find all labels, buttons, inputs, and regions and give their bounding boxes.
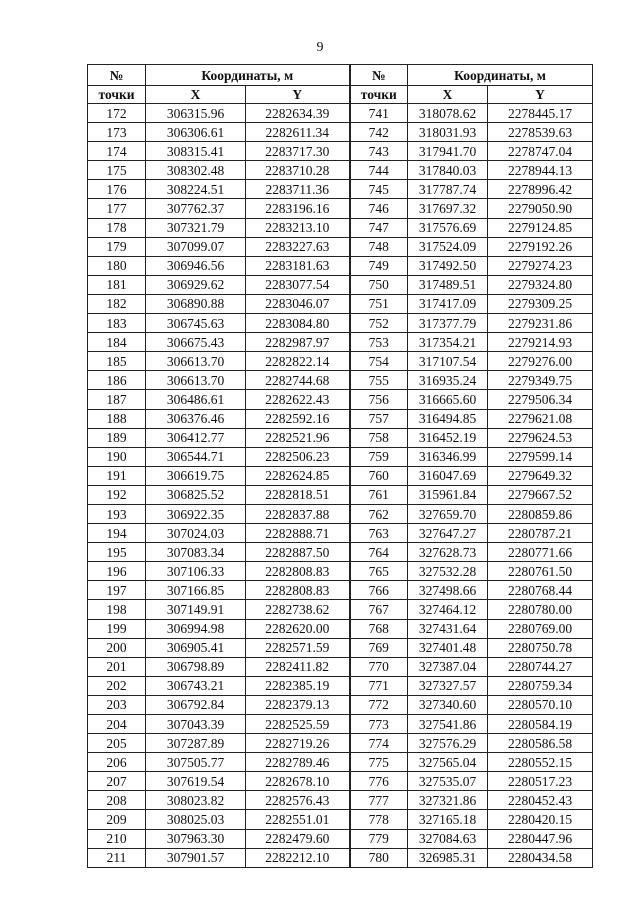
x-coordinate-cell: 306613.70: [146, 371, 246, 390]
table-row: [88, 562, 593, 581]
y-coordinate-cell: 2279309.25: [488, 294, 593, 313]
x-coordinate-cell: 317354.21: [408, 333, 488, 352]
point-number-cell: 763: [350, 524, 408, 543]
y-coordinate-cell: 2280517.23: [488, 772, 593, 791]
table-row: [88, 485, 593, 504]
y-coordinate-cell: 2283717.30: [246, 142, 350, 161]
y-coordinate-cell: 2280552.15: [488, 753, 593, 772]
y-coordinate-cell: 2279624.53: [488, 428, 593, 447]
x-coordinate-cell: 316494.85: [408, 409, 488, 428]
y-coordinate-cell: 2278944.13: [488, 161, 593, 180]
y-coordinate-cell: 2282837.88: [246, 504, 350, 523]
x-coordinate-cell: 306905.41: [146, 638, 246, 657]
table-row: [88, 447, 593, 466]
y-coordinate-cell: 2283213.10: [246, 218, 350, 237]
y-coordinate-cell: 2280769.00: [488, 619, 593, 638]
x-coordinate-cell: 306544.71: [146, 447, 246, 466]
table-row: [88, 734, 593, 753]
point-number-cell: 206: [88, 753, 146, 772]
y-coordinate-cell: 2282808.83: [246, 562, 350, 581]
y-coordinate-cell: 2280780.00: [488, 600, 593, 619]
y-coordinate-cell: 2282576.43: [246, 791, 350, 810]
x-coordinate-cell: 317697.32: [408, 199, 488, 218]
point-number-cell: 762: [350, 504, 408, 523]
col-y-label: Y: [488, 86, 593, 104]
point-number-cell: 764: [350, 543, 408, 562]
y-coordinate-cell: 2279231.86: [488, 314, 593, 333]
x-coordinate-cell: 307321.79: [146, 218, 246, 237]
x-coordinate-cell: 306994.98: [146, 619, 246, 638]
point-number-cell: 192: [88, 485, 146, 504]
table-row: [88, 466, 593, 485]
point-number-cell: 744: [350, 161, 408, 180]
table-row: [88, 504, 593, 523]
point-number-cell: 770: [350, 657, 408, 676]
x-coordinate-cell: 307619.54: [146, 772, 246, 791]
y-coordinate-cell: 2283196.16: [246, 199, 350, 218]
x-coordinate-cell: 306922.35: [146, 504, 246, 523]
table-row: [88, 333, 593, 352]
x-coordinate-cell: 307505.77: [146, 753, 246, 772]
x-coordinate-cell: 308302.48: [146, 161, 246, 180]
table-row: [88, 753, 593, 772]
x-coordinate-cell: 326985.31: [408, 848, 488, 867]
point-number-cell: 754: [350, 352, 408, 371]
col-point-label: точки: [350, 86, 408, 104]
point-number-cell: 200: [88, 638, 146, 657]
x-coordinate-cell: 317417.09: [408, 294, 488, 313]
y-coordinate-cell: 2279050.90: [488, 199, 593, 218]
x-coordinate-cell: 317492.50: [408, 256, 488, 275]
point-number-cell: 183: [88, 314, 146, 333]
x-coordinate-cell: 327541.86: [408, 715, 488, 734]
x-coordinate-cell: 306675.43: [146, 333, 246, 352]
x-coordinate-cell: 318078.62: [408, 104, 488, 123]
y-coordinate-cell: 2282738.62: [246, 600, 350, 619]
x-coordinate-cell: 316346.99: [408, 447, 488, 466]
y-coordinate-cell: 2280750.78: [488, 638, 593, 657]
point-number-cell: 181: [88, 275, 146, 294]
y-coordinate-cell: 2282789.46: [246, 753, 350, 772]
point-number-cell: 199: [88, 619, 146, 638]
x-coordinate-cell: 327431.64: [408, 619, 488, 638]
y-coordinate-cell: 2282620.00: [246, 619, 350, 638]
x-coordinate-cell: 327659.70: [408, 504, 488, 523]
point-number-cell: 175: [88, 161, 146, 180]
point-number-cell: 777: [350, 791, 408, 810]
point-number-cell: 185: [88, 352, 146, 371]
table-row: [88, 218, 593, 237]
x-coordinate-cell: 307762.37: [146, 199, 246, 218]
point-number-cell: 209: [88, 810, 146, 829]
table-row: [88, 428, 593, 447]
col-num-label: №: [88, 65, 146, 86]
y-coordinate-cell: 2282634.39: [246, 104, 350, 123]
table-row: [88, 123, 593, 142]
point-number-cell: 768: [350, 619, 408, 638]
x-coordinate-cell: 306792.84: [146, 695, 246, 714]
point-number-cell: 188: [88, 409, 146, 428]
point-number-cell: 184: [88, 333, 146, 352]
y-coordinate-cell: 2283084.80: [246, 314, 350, 333]
point-number-cell: 207: [88, 772, 146, 791]
x-coordinate-cell: 306745.63: [146, 314, 246, 333]
y-coordinate-cell: 2282622.43: [246, 390, 350, 409]
y-coordinate-cell: 2282888.71: [246, 524, 350, 543]
x-coordinate-cell: 327321.86: [408, 791, 488, 810]
y-coordinate-cell: 2279276.00: [488, 352, 593, 371]
x-coordinate-cell: 317107.54: [408, 352, 488, 371]
point-number-cell: 194: [88, 524, 146, 543]
x-coordinate-cell: 306825.52: [146, 485, 246, 504]
y-coordinate-cell: 2282411.82: [246, 657, 350, 676]
y-coordinate-cell: 2279506.34: [488, 390, 593, 409]
point-number-cell: 750: [350, 275, 408, 294]
y-coordinate-cell: 2278996.42: [488, 180, 593, 199]
col-coords-label: Координаты, м: [408, 65, 593, 86]
table-row: [88, 237, 593, 256]
col-point-label: точки: [88, 86, 146, 104]
x-coordinate-cell: 306743.21: [146, 676, 246, 695]
point-number-cell: 761: [350, 485, 408, 504]
x-coordinate-cell: 317524.09: [408, 237, 488, 256]
x-coordinate-cell: 306315.96: [146, 104, 246, 123]
table-row: [88, 543, 593, 562]
col-y-label: Y: [246, 86, 350, 104]
x-coordinate-cell: 307901.57: [146, 848, 246, 867]
y-coordinate-cell: 2282987.97: [246, 333, 350, 352]
point-number-cell: 752: [350, 314, 408, 333]
col-coords-label: Координаты, м: [146, 65, 350, 86]
x-coordinate-cell: 317576.69: [408, 218, 488, 237]
point-number-cell: 780: [350, 848, 408, 867]
point-number-cell: 773: [350, 715, 408, 734]
table-row: [88, 294, 593, 313]
table-row: [88, 409, 593, 428]
point-number-cell: 198: [88, 600, 146, 619]
x-coordinate-cell: 316665.60: [408, 390, 488, 409]
y-coordinate-cell: 2283711.36: [246, 180, 350, 199]
y-coordinate-cell: 2280859.86: [488, 504, 593, 523]
table-row: [88, 848, 593, 867]
y-coordinate-cell: 2282818.51: [246, 485, 350, 504]
y-coordinate-cell: 2278747.04: [488, 142, 593, 161]
point-number-cell: 178: [88, 218, 146, 237]
x-coordinate-cell: 317941.70: [408, 142, 488, 161]
table-header-row: [88, 65, 593, 86]
y-coordinate-cell: 2282719.26: [246, 734, 350, 753]
point-number-cell: 749: [350, 256, 408, 275]
x-coordinate-cell: 306486.61: [146, 390, 246, 409]
point-number-cell: 748: [350, 237, 408, 256]
y-coordinate-cell: 2280434.58: [488, 848, 593, 867]
table-row: [88, 619, 593, 638]
y-coordinate-cell: 2279667.52: [488, 485, 593, 504]
y-coordinate-cell: 2282678.10: [246, 772, 350, 791]
y-coordinate-cell: 2279192.26: [488, 237, 593, 256]
y-coordinate-cell: 2279214.93: [488, 333, 593, 352]
y-coordinate-cell: 2279599.14: [488, 447, 593, 466]
point-number-cell: 759: [350, 447, 408, 466]
table-row: [88, 142, 593, 161]
point-number-cell: 173: [88, 123, 146, 142]
x-coordinate-cell: 307963.30: [146, 829, 246, 848]
y-coordinate-cell: 2280452.43: [488, 791, 593, 810]
point-number-cell: 765: [350, 562, 408, 581]
table-row: [88, 600, 593, 619]
y-coordinate-cell: 2279124.85: [488, 218, 593, 237]
y-coordinate-cell: 2280787.21: [488, 524, 593, 543]
y-coordinate-cell: 2278539.63: [488, 123, 593, 142]
x-coordinate-cell: 316935.24: [408, 371, 488, 390]
point-number-cell: 204: [88, 715, 146, 734]
x-coordinate-cell: 306619.75: [146, 466, 246, 485]
y-coordinate-cell: 2282479.60: [246, 829, 350, 848]
point-number-cell: 779: [350, 829, 408, 848]
x-coordinate-cell: 327165.18: [408, 810, 488, 829]
point-number-cell: 756: [350, 390, 408, 409]
y-coordinate-cell: 2282212.10: [246, 848, 350, 867]
x-coordinate-cell: 306376.46: [146, 409, 246, 428]
y-coordinate-cell: 2283227.63: [246, 237, 350, 256]
table-row: [88, 791, 593, 810]
y-coordinate-cell: 2282525.59: [246, 715, 350, 734]
y-coordinate-cell: 2282822.14: [246, 352, 350, 371]
x-coordinate-cell: 306946.56: [146, 256, 246, 275]
x-coordinate-cell: 327084.63: [408, 829, 488, 848]
point-number-cell: 203: [88, 695, 146, 714]
point-number-cell: 771: [350, 676, 408, 695]
y-coordinate-cell: 2282551.01: [246, 810, 350, 829]
x-coordinate-cell: 307149.91: [146, 600, 246, 619]
x-coordinate-cell: 317787.74: [408, 180, 488, 199]
x-coordinate-cell: 327327.57: [408, 676, 488, 695]
x-coordinate-cell: 307024.03: [146, 524, 246, 543]
table-body: [88, 104, 593, 868]
point-number-cell: 743: [350, 142, 408, 161]
x-coordinate-cell: 327647.27: [408, 524, 488, 543]
point-number-cell: 742: [350, 123, 408, 142]
point-number-cell: 172: [88, 104, 146, 123]
y-coordinate-cell: 2282887.50: [246, 543, 350, 562]
coordinates-table: [87, 64, 593, 868]
point-number-cell: 211: [88, 848, 146, 867]
y-coordinate-cell: 2280744.27: [488, 657, 593, 676]
table-row: [88, 371, 593, 390]
point-number-cell: 760: [350, 466, 408, 485]
y-coordinate-cell: 2282611.34: [246, 123, 350, 142]
y-coordinate-cell: 2282592.16: [246, 409, 350, 428]
point-number-cell: 745: [350, 180, 408, 199]
table-row: [88, 829, 593, 848]
point-number-cell: 205: [88, 734, 146, 753]
table-row: [88, 180, 593, 199]
x-coordinate-cell: 307043.39: [146, 715, 246, 734]
y-coordinate-cell: 2279621.08: [488, 409, 593, 428]
x-coordinate-cell: 306613.70: [146, 352, 246, 371]
y-coordinate-cell: 2282571.59: [246, 638, 350, 657]
x-coordinate-cell: 327340.60: [408, 695, 488, 714]
y-coordinate-cell: 2279324.80: [488, 275, 593, 294]
point-number-cell: 766: [350, 581, 408, 600]
y-coordinate-cell: 2280584.19: [488, 715, 593, 734]
point-number-cell: 179: [88, 237, 146, 256]
y-coordinate-cell: 2283046.07: [246, 294, 350, 313]
table-row: [88, 695, 593, 714]
x-coordinate-cell: 327498.66: [408, 581, 488, 600]
x-coordinate-cell: 306890.88: [146, 294, 246, 313]
y-coordinate-cell: 2280761.50: [488, 562, 593, 581]
table-row: [88, 390, 593, 409]
point-number-cell: 180: [88, 256, 146, 275]
table-row: [88, 104, 593, 123]
point-number-cell: 747: [350, 218, 408, 237]
table-row: [88, 810, 593, 829]
col-num-label: №: [350, 65, 408, 86]
point-number-cell: 769: [350, 638, 408, 657]
y-coordinate-cell: 2279274.23: [488, 256, 593, 275]
point-number-cell: 774: [350, 734, 408, 753]
x-coordinate-cell: 306929.62: [146, 275, 246, 294]
point-number-cell: 191: [88, 466, 146, 485]
y-coordinate-cell: 2280420.15: [488, 810, 593, 829]
table-row: [88, 524, 593, 543]
table-row: [88, 772, 593, 791]
x-coordinate-cell: 306306.61: [146, 123, 246, 142]
y-coordinate-cell: 2280768.44: [488, 581, 593, 600]
x-coordinate-cell: 307083.34: [146, 543, 246, 562]
point-number-cell: 201: [88, 657, 146, 676]
point-number-cell: 176: [88, 180, 146, 199]
point-number-cell: 767: [350, 600, 408, 619]
x-coordinate-cell: 308023.82: [146, 791, 246, 810]
x-coordinate-cell: 327576.29: [408, 734, 488, 753]
y-coordinate-cell: 2278445.17: [488, 104, 593, 123]
x-coordinate-cell: 327387.04: [408, 657, 488, 676]
x-coordinate-cell: 317840.03: [408, 161, 488, 180]
point-number-cell: 746: [350, 199, 408, 218]
x-coordinate-cell: 327565.04: [408, 753, 488, 772]
table-row: [88, 256, 593, 275]
point-number-cell: 193: [88, 504, 146, 523]
y-coordinate-cell: 2283181.63: [246, 256, 350, 275]
table-row: [88, 715, 593, 734]
x-coordinate-cell: 327628.73: [408, 543, 488, 562]
y-coordinate-cell: 2282379.13: [246, 695, 350, 714]
y-coordinate-cell: 2279649.32: [488, 466, 593, 485]
y-coordinate-cell: 2279349.75: [488, 371, 593, 390]
y-coordinate-cell: 2280570.10: [488, 695, 593, 714]
point-number-cell: 753: [350, 333, 408, 352]
x-coordinate-cell: 308224.51: [146, 180, 246, 199]
x-coordinate-cell: 327401.48: [408, 638, 488, 657]
y-coordinate-cell: 2280586.58: [488, 734, 593, 753]
point-number-cell: 775: [350, 753, 408, 772]
x-coordinate-cell: 327535.07: [408, 772, 488, 791]
x-coordinate-cell: 307287.89: [146, 734, 246, 753]
point-number-cell: 758: [350, 428, 408, 447]
x-coordinate-cell: 307106.33: [146, 562, 246, 581]
point-number-cell: 177: [88, 199, 146, 218]
x-coordinate-cell: 306798.89: [146, 657, 246, 676]
x-coordinate-cell: 316452.19: [408, 428, 488, 447]
x-coordinate-cell: 317377.79: [408, 314, 488, 333]
y-coordinate-cell: 2282808.83: [246, 581, 350, 600]
x-coordinate-cell: 308025.03: [146, 810, 246, 829]
y-coordinate-cell: 2280447.96: [488, 829, 593, 848]
table-row: [88, 676, 593, 695]
point-number-cell: 208: [88, 791, 146, 810]
x-coordinate-cell: 315961.84: [408, 485, 488, 504]
point-number-cell: 755: [350, 371, 408, 390]
table-row: [88, 314, 593, 333]
y-coordinate-cell: 2283710.28: [246, 161, 350, 180]
y-coordinate-cell: 2280771.66: [488, 543, 593, 562]
point-number-cell: 182: [88, 294, 146, 313]
point-number-cell: 174: [88, 142, 146, 161]
point-number-cell: 751: [350, 294, 408, 313]
x-coordinate-cell: 317489.51: [408, 275, 488, 294]
x-coordinate-cell: 327464.12: [408, 600, 488, 619]
y-coordinate-cell: 2280759.34: [488, 676, 593, 695]
point-number-cell: 776: [350, 772, 408, 791]
x-coordinate-cell: 327532.28: [408, 562, 488, 581]
point-number-cell: 778: [350, 810, 408, 829]
x-coordinate-cell: 306412.77: [146, 428, 246, 447]
y-coordinate-cell: 2282624.85: [246, 466, 350, 485]
x-coordinate-cell: 318031.93: [408, 123, 488, 142]
x-coordinate-cell: 307166.85: [146, 581, 246, 600]
y-coordinate-cell: 2282385.19: [246, 676, 350, 695]
col-x-label: X: [146, 86, 246, 104]
y-coordinate-cell: 2283077.54: [246, 275, 350, 294]
point-number-cell: 197: [88, 581, 146, 600]
table-row: [88, 581, 593, 600]
point-number-cell: 186: [88, 371, 146, 390]
table-row: [88, 199, 593, 218]
point-number-cell: 741: [350, 104, 408, 123]
page-number: 9: [316, 40, 324, 55]
table-row: [88, 275, 593, 294]
point-number-cell: 202: [88, 676, 146, 695]
x-coordinate-cell: 308315.41: [146, 142, 246, 161]
x-coordinate-cell: 307099.07: [146, 237, 246, 256]
table-subheader-row: [88, 86, 593, 104]
point-number-cell: 189: [88, 428, 146, 447]
point-number-cell: 195: [88, 543, 146, 562]
table-row: [88, 161, 593, 180]
point-number-cell: 757: [350, 409, 408, 428]
point-number-cell: 190: [88, 447, 146, 466]
y-coordinate-cell: 2282744.68: [246, 371, 350, 390]
x-coordinate-cell: 316047.69: [408, 466, 488, 485]
point-number-cell: 187: [88, 390, 146, 409]
table-row: [88, 352, 593, 371]
y-coordinate-cell: 2282506.23: [246, 447, 350, 466]
point-number-cell: 210: [88, 829, 146, 848]
point-number-cell: 196: [88, 562, 146, 581]
y-coordinate-cell: 2282521.96: [246, 428, 350, 447]
table-row: [88, 638, 593, 657]
col-x-label: X: [408, 86, 488, 104]
table-row: [88, 657, 593, 676]
point-number-cell: 772: [350, 695, 408, 714]
